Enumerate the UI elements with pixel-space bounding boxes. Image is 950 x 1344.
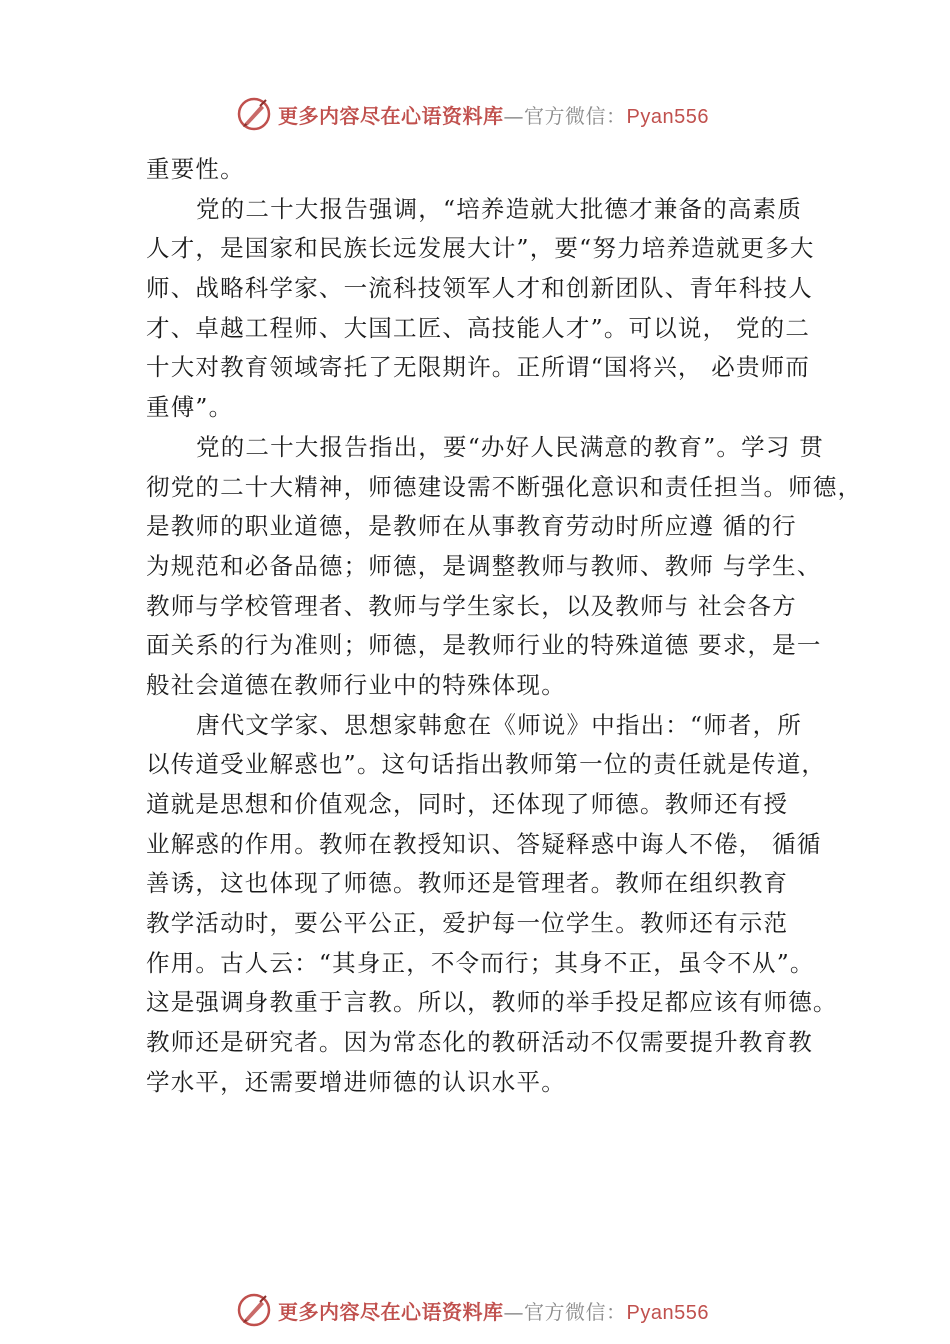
pen-logo-icon bbox=[236, 96, 272, 132]
banner-dash: — bbox=[503, 103, 524, 128]
text-line: 是教师的职业道德，是教师在从事教育劳动时所应遵 循的行 bbox=[146, 512, 797, 541]
text-line: 教师与学校管理者、教师与学生家长，以及教师与 社会各方 bbox=[146, 591, 797, 620]
banner-dash: — bbox=[503, 1299, 524, 1324]
banner-wechat-id: Pyan556 bbox=[626, 105, 709, 128]
text-line: 十大对教育领域寄托了无限期许。正所谓“国将兴， 必贵师而 bbox=[146, 353, 811, 382]
text-line: 学水平，还需要增进师德的认识水平。 bbox=[146, 1067, 566, 1096]
text-line: 重傅”。 bbox=[146, 393, 234, 422]
text-line: 才、卓越工程师、大国工匠、高技能人才”。可以说， 党的二 bbox=[146, 313, 811, 342]
header-banner bbox=[236, 94, 709, 134]
footer-banner bbox=[236, 1290, 709, 1330]
text-line: 般社会道德在教师行业中的特殊体现。 bbox=[146, 670, 566, 699]
banner-brand: 更多内容尽在心语资料库 bbox=[278, 1299, 504, 1324]
text-line: 面关系的行为准则；师德，是教师行业的特殊道德 要求，是一 bbox=[146, 631, 822, 660]
banner-label: 官方微信： bbox=[524, 103, 627, 128]
banner-wechat-id: Pyan556 bbox=[626, 1301, 709, 1324]
text-line: 党的二十大报告指出，要“办好人民满意的教育”。学习 贯 bbox=[196, 432, 824, 461]
text-line: 教师还是研究者。因为常态化的教研活动不仅需要提升教育教 bbox=[146, 1028, 813, 1057]
pen-logo-icon bbox=[236, 1292, 272, 1328]
text-line: 彻党的二十大精神，师德建设需不断强化意识和责任担当。师德， bbox=[146, 472, 863, 501]
text-line: 党的二十大报告强调，“培养造就大批德才兼备的高素质 bbox=[196, 194, 803, 223]
text-line: 业解惑的作用。教师在教授知识、答疑释惑中诲人不倦， 循循 bbox=[146, 829, 822, 858]
text-line: 这是强调身教重于言教。所以，教师的举手投足都应该有师德。 bbox=[146, 988, 838, 1017]
text-line: 人才，是国家和民族长远发展大计”，要“努力培养造就更多大 bbox=[146, 234, 815, 263]
text-line: 道就是思想和价值观念，同时，还体现了师德。教师还有授 bbox=[146, 790, 789, 818]
document-body bbox=[146, 150, 863, 1103]
text-line: 为规范和必备品德；师德，是调整教师与教师、教师 与学生、 bbox=[146, 551, 822, 580]
text-line: 作用。古人云：“其身正，不令而行；其身不正，虽令不从”。 bbox=[146, 948, 815, 977]
text-line: 重要性。 bbox=[146, 155, 245, 183]
text-line: 善诱，这也体现了师德。教师还是管理者。教师在组织教育 bbox=[146, 869, 789, 898]
banner-brand: 更多内容尽在心语资料库 bbox=[278, 103, 504, 128]
banner-label: 官方微信： bbox=[524, 1299, 627, 1324]
text-line: 唐代文学家、思想家韩愈在《师说》中指出：“师者，所 bbox=[196, 710, 803, 739]
text-line: 教学活动时，要公平公正，爱护每一位学生。教师还有示范 bbox=[146, 909, 789, 938]
text-line: 师、战略科学家、一流科技领军人才和创新团队、青年科技人 bbox=[146, 274, 813, 303]
text-line: 以传道受业解惑也”。这句话指出教师第一位的责任就是传道， bbox=[146, 750, 827, 779]
